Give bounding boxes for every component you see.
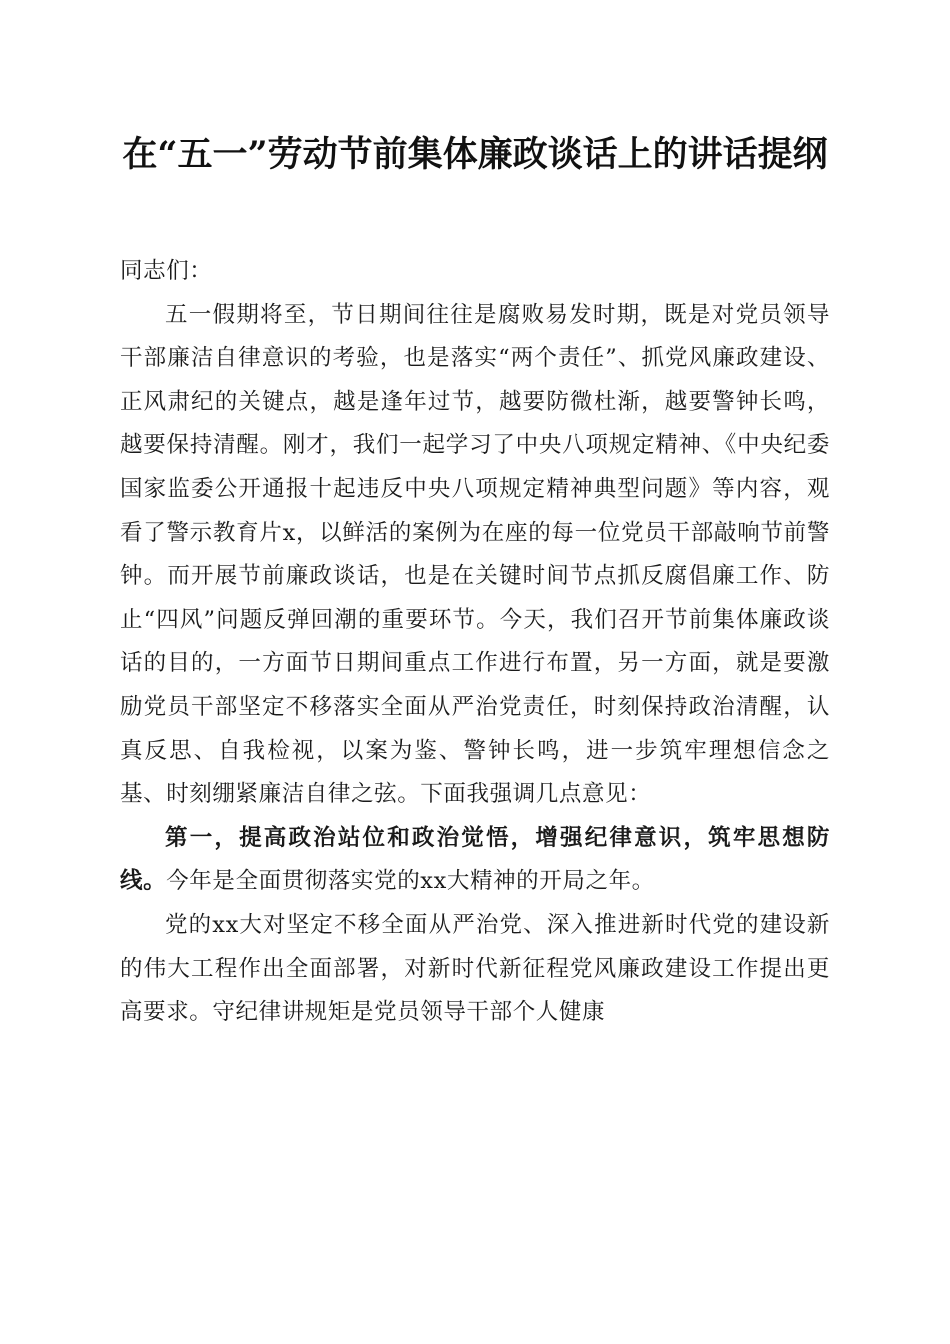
- document-title: 在“五一”劳动节前集体廉政谈话上的讲话提纲: [122, 134, 828, 175]
- paragraph: [120, 817, 830, 904]
- paragraph-text: 今年是全面贯彻落实党的xx大精神的开局之年。: [166, 868, 655, 895]
- paragraph-text: 党的xx大对坚定不移全面从严治党、深入推进新时代党的建设新的伟大工程作出全面部署，对新时代新征程党风廉政建设工作提出更高要求。守纪律讲规矩是党员领导干部个人健康: [120, 911, 830, 1026]
- paragraph: [120, 294, 830, 817]
- paragraph-text: 五一假期将至，节日期间往往是腐败易发时期，既是对党员领导干部廉洁自律意识的考验，也是落实“两个责任”、抓党风廉政建设、正风肃纪的关键点，越是逢年过节，越要防微杜渐，越要警钟长鸣，越要保持清醒。刚才，我们一起学习了中央八项规定精神、《中央纪委国家监委公开通报十起违反中央八项规定精神典型问题》等内容，观看了警示教育片x，以鲜活的案例为在座的每一位党员干部敲响节前警钟。而开展节前廉政谈话，也是在关键时间节点抓反腐倡廉工作、防止“四风”问题反弹回潮的重要环节。今天，我们召开节前集体廉政谈话的目的，一方面节日期间重点工作进行布置，另一方面，就是要激励党员干部坚定不移落实全面从严治党责任，时刻保持政治清醒，认真反思、自我检视，以案为鉴、警钟长鸣，进一步筑牢理想信念之基、时刻绷紧廉洁自律之弦。下面我强调几点意见：: [120, 301, 830, 808]
- paragraph-lead: 第一，提高政治站位和政治觉悟，增强纪律意识，筑牢思想防线。: [120, 824, 830, 895]
- document-body: [120, 250, 830, 1035]
- paragraph: [120, 904, 830, 1035]
- salutation: 同志们：: [120, 258, 213, 284]
